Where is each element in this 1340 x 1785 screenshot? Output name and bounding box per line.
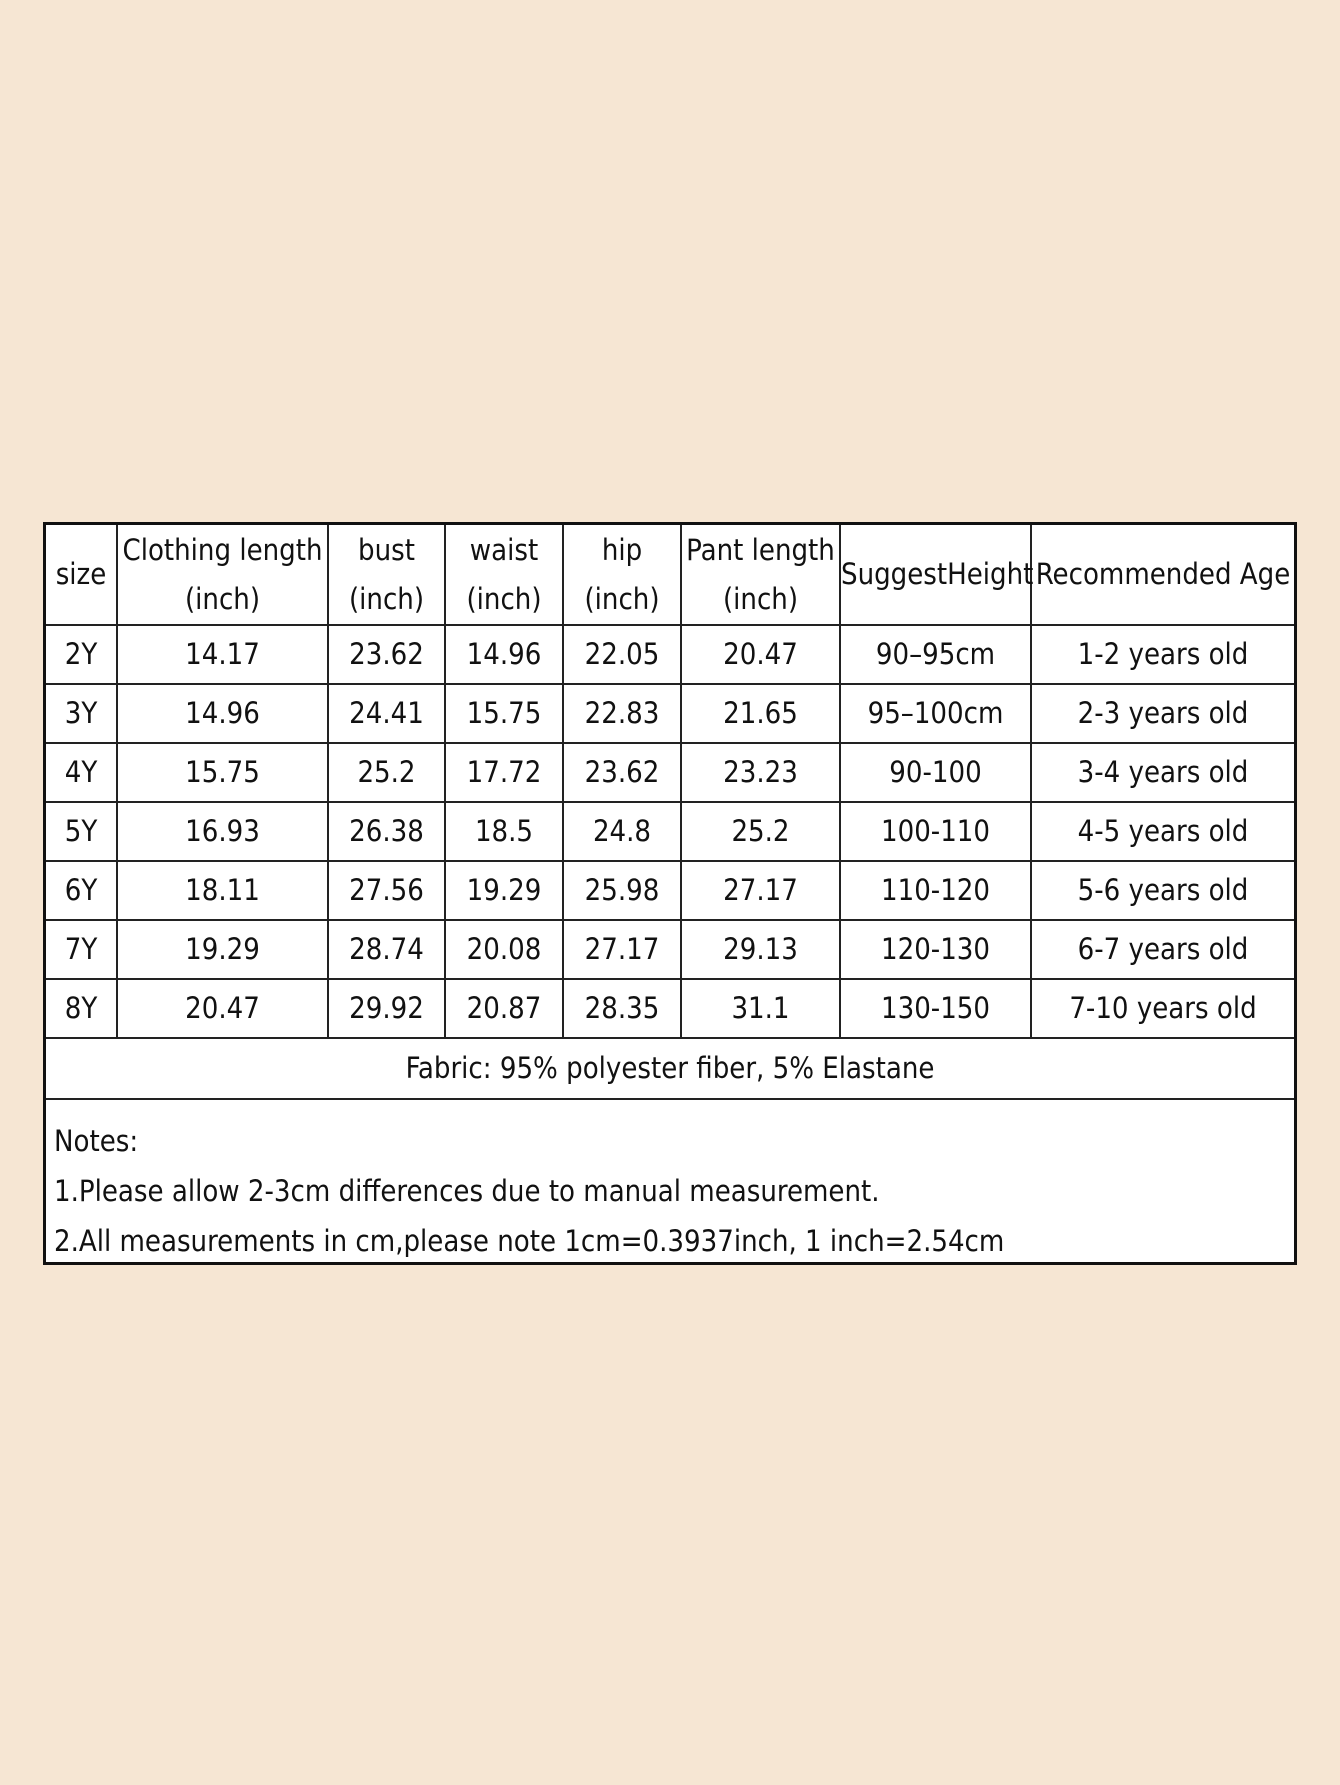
cell-clothing-length: 15.75 xyxy=(117,743,328,802)
cell-hip: 22.83 xyxy=(563,684,681,743)
note-line: 1.Please allow 2-3cm differences due to manual measurement. xyxy=(54,1174,880,1208)
cell-bust: 28.74 xyxy=(328,920,445,979)
fabric-note: Fabric: 95% polyester fiber, 5% Elastane xyxy=(46,1038,1294,1099)
cell-pant-length: 29.13 xyxy=(681,920,840,979)
notes-title: Notes: xyxy=(54,1124,139,1158)
cell-waist: 20.87 xyxy=(445,979,563,1038)
cell-size: 8Y xyxy=(46,979,117,1038)
cell-clothing-length: 20.47 xyxy=(117,979,328,1038)
note-line: 2.All measurements in cm,please note 1cm=0.3937inch, 1 inch=2.54cm xyxy=(54,1224,1005,1258)
cell-hip: 23.62 xyxy=(563,743,681,802)
header-pant-length: Pant length (inch) xyxy=(681,525,840,625)
cell-hip: 27.17 xyxy=(563,920,681,979)
table-row xyxy=(46,743,1294,802)
cell-suggest-height: 95–100cm xyxy=(840,684,1031,743)
cell-bust: 29.92 xyxy=(328,979,445,1038)
header-clothing-length: Clothing length (inch) xyxy=(117,525,328,625)
cell-suggest-height: 110-120 xyxy=(840,861,1031,920)
cell-size: 2Y xyxy=(46,625,117,684)
cell-size: 4Y xyxy=(46,743,117,802)
cell-hip: 25.98 xyxy=(563,861,681,920)
cell-pant-length: 20.47 xyxy=(681,625,840,684)
size-table xyxy=(46,525,1294,1100)
cell-waist: 20.08 xyxy=(445,920,563,979)
header-bust: bust (inch) xyxy=(328,525,445,625)
cell-bust: 26.38 xyxy=(328,802,445,861)
cell-hip: 28.35 xyxy=(563,979,681,1038)
cell-bust: 25.2 xyxy=(328,743,445,802)
cell-recommended-age: 6-7 years old xyxy=(1031,920,1294,979)
table-row xyxy=(46,861,1294,920)
cell-recommended-age: 5-6 years old xyxy=(1031,861,1294,920)
cell-waist: 15.75 xyxy=(445,684,563,743)
cell-bust: 23.62 xyxy=(328,625,445,684)
cell-suggest-height: 120-130 xyxy=(840,920,1031,979)
cell-waist: 18.5 xyxy=(445,802,563,861)
cell-pant-length: 23.23 xyxy=(681,743,840,802)
header-recommended-age: Recommended Age xyxy=(1031,525,1294,625)
cell-size: 5Y xyxy=(46,802,117,861)
table-row xyxy=(46,920,1294,979)
header-waist: waist (inch) xyxy=(445,525,563,625)
cell-waist: 17.72 xyxy=(445,743,563,802)
fabric-row xyxy=(46,1038,1294,1099)
cell-recommended-age: 7-10 years old xyxy=(1031,979,1294,1038)
cell-clothing-length: 14.17 xyxy=(117,625,328,684)
table-row xyxy=(46,802,1294,861)
cell-size: 3Y xyxy=(46,684,117,743)
cell-size: 7Y xyxy=(46,920,117,979)
header-hip: hip (inch) xyxy=(563,525,681,625)
table-row xyxy=(46,979,1294,1038)
cell-bust: 27.56 xyxy=(328,861,445,920)
cell-clothing-length: 19.29 xyxy=(117,920,328,979)
cell-pant-length: 25.2 xyxy=(681,802,840,861)
header-size: size xyxy=(46,525,117,625)
cell-recommended-age: 1-2 years old xyxy=(1031,625,1294,684)
header-row xyxy=(46,525,1294,625)
cell-hip: 24.8 xyxy=(563,802,681,861)
cell-recommended-age: 4-5 years old xyxy=(1031,802,1294,861)
cell-waist: 14.96 xyxy=(445,625,563,684)
cell-pant-length: 27.17 xyxy=(681,861,840,920)
size-chart xyxy=(43,522,1297,1265)
cell-suggest-height: 130-150 xyxy=(840,979,1031,1038)
cell-clothing-length: 14.96 xyxy=(117,684,328,743)
cell-suggest-height: 100-110 xyxy=(840,802,1031,861)
cell-bust: 24.41 xyxy=(328,684,445,743)
cell-waist: 19.29 xyxy=(445,861,563,920)
cell-clothing-length: 18.11 xyxy=(117,861,328,920)
table-row xyxy=(46,684,1294,743)
cell-hip: 22.05 xyxy=(563,625,681,684)
cell-pant-length: 31.1 xyxy=(681,979,840,1038)
cell-clothing-length: 16.93 xyxy=(117,802,328,861)
cell-recommended-age: 3-4 years old xyxy=(1031,743,1294,802)
table-row xyxy=(46,625,1294,684)
cell-suggest-height: 90–95cm xyxy=(840,625,1031,684)
notes-section xyxy=(46,1100,1294,1266)
cell-recommended-age: 2-3 years old xyxy=(1031,684,1294,743)
header-suggest-height: SuggestHeight xyxy=(840,525,1031,625)
cell-pant-length: 21.65 xyxy=(681,684,840,743)
cell-suggest-height: 90-100 xyxy=(840,743,1031,802)
cell-size: 6Y xyxy=(46,861,117,920)
